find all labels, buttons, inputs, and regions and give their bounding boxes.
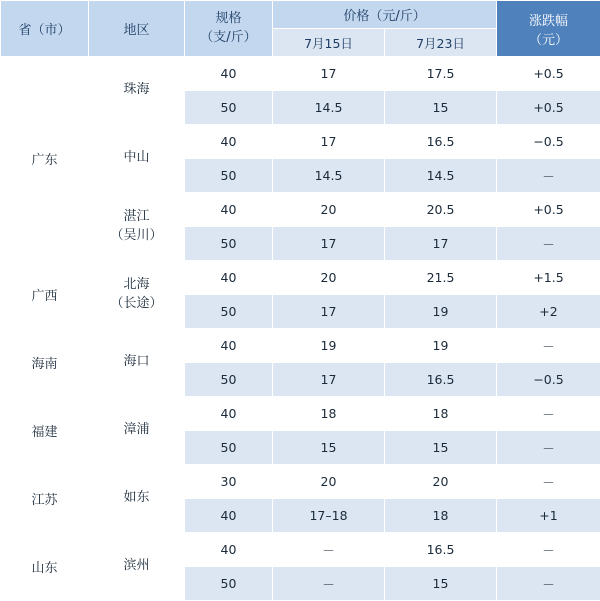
cell-price2: 18 <box>385 397 497 431</box>
cell-area-line1: 湛江 <box>89 208 184 227</box>
cell-price2: 17.5 <box>385 57 497 91</box>
header-change <box>497 1 600 57</box>
cell-price2: 14.5 <box>385 159 497 193</box>
cell-price2: 15 <box>385 567 497 601</box>
cell-change: － <box>497 397 600 431</box>
cell-change: － <box>497 567 600 601</box>
cell-area <box>89 57 185 125</box>
cell-spec: 40 <box>185 193 273 227</box>
cell-spec: 40 <box>185 57 273 91</box>
cell-price1: 17 <box>273 227 385 261</box>
cell-spec: 50 <box>185 91 273 125</box>
cell-change: +0.5 <box>497 91 600 125</box>
cell-area <box>89 533 185 601</box>
cell-change: +2 <box>497 295 600 329</box>
header-spec-line2: （支/斤） <box>185 29 272 48</box>
table-row <box>1 261 600 295</box>
cell-spec: 40 <box>185 261 273 295</box>
cell-price1: 17 <box>273 57 385 91</box>
cell-change: － <box>497 329 600 363</box>
cell-spec: 40 <box>185 533 273 567</box>
cell-change: － <box>497 227 600 261</box>
cell-spec: 40 <box>185 397 273 431</box>
cell-price1: 18 <box>273 397 385 431</box>
cell-price1: 17–18 <box>273 499 385 533</box>
header-change-line2: （元） <box>497 29 600 48</box>
header-spec-line1: 规格 <box>185 10 272 29</box>
cell-price2: 16.5 <box>385 125 497 159</box>
cell-area <box>89 261 185 329</box>
header-province: 省（市） <box>1 1 89 57</box>
cell-price1: 17 <box>273 125 385 159</box>
cell-price1: 14.5 <box>273 159 385 193</box>
cell-price2: 19 <box>385 295 497 329</box>
cell-price2: 17 <box>385 227 497 261</box>
cell-price1: 20 <box>273 261 385 295</box>
header-price-date2: 7月23日 <box>385 29 497 57</box>
cell-spec: 50 <box>185 227 273 261</box>
table-row <box>1 465 600 499</box>
cell-area <box>89 193 185 261</box>
cell-area <box>89 465 185 533</box>
cell-change: － <box>497 159 600 193</box>
cell-province: 广西 <box>1 261 89 329</box>
cell-change: +1 <box>497 499 600 533</box>
cell-price1: 20 <box>273 465 385 499</box>
cell-price1: － <box>273 533 385 567</box>
table-row <box>1 125 600 159</box>
cell-province: 江苏 <box>1 465 89 533</box>
table-header <box>1 1 600 57</box>
cell-spec: 50 <box>185 159 273 193</box>
cell-price1: － <box>273 567 385 601</box>
table-row <box>1 533 600 567</box>
header-price-date1: 7月15日 <box>273 29 385 57</box>
header-spec <box>185 1 273 57</box>
cell-spec: 50 <box>185 363 273 397</box>
cell-area-line2: （长途） <box>89 295 184 314</box>
cell-change: −0.5 <box>497 363 600 397</box>
cell-price2: 16.5 <box>385 533 497 567</box>
cell-price1: 14.5 <box>273 91 385 125</box>
cell-change: +0.5 <box>497 193 600 227</box>
cell-price2: 20.5 <box>385 193 497 227</box>
table-body <box>1 57 600 601</box>
cell-change: － <box>497 533 600 567</box>
table-row <box>1 329 600 363</box>
cell-change: +1.5 <box>497 261 600 295</box>
cell-price1: 17 <box>273 363 385 397</box>
cell-price2: 15 <box>385 431 497 465</box>
cell-area-line1: 北海 <box>89 276 184 295</box>
cell-spec: 50 <box>185 567 273 601</box>
table-row <box>1 193 600 227</box>
cell-price2: 16.5 <box>385 363 497 397</box>
cell-price1: 20 <box>273 193 385 227</box>
cell-spec: 50 <box>185 431 273 465</box>
cell-spec: 40 <box>185 329 273 363</box>
cell-price2: 20 <box>385 465 497 499</box>
cell-province: 山东 <box>1 533 89 601</box>
cell-price1: 15 <box>273 431 385 465</box>
cell-price2: 15 <box>385 91 497 125</box>
table-row <box>1 397 600 431</box>
cell-area-line1: 如东 <box>89 489 184 508</box>
cell-change: +0.5 <box>497 57 600 91</box>
cell-spec: 30 <box>185 465 273 499</box>
header-area: 地区 <box>89 1 185 57</box>
cell-area-line1: 珠海 <box>89 81 184 100</box>
cell-area-line1: 海口 <box>89 353 184 372</box>
cell-province: 广东 <box>1 57 89 261</box>
cell-spec: 40 <box>185 499 273 533</box>
header-price-group: 价格（元/斤） <box>273 1 497 29</box>
cell-area-line1: 滨州 <box>89 557 184 576</box>
table-row <box>1 57 600 91</box>
cell-price1: 19 <box>273 329 385 363</box>
cell-province: 福建 <box>1 397 89 465</box>
header-change-line1: 涨跌幅 <box>497 10 600 29</box>
cell-area-line1: 漳浦 <box>89 421 184 440</box>
cell-area-line2: （吴川） <box>89 227 184 246</box>
cell-change: −0.5 <box>497 125 600 159</box>
cell-change: － <box>497 465 600 499</box>
cell-spec: 40 <box>185 125 273 159</box>
cell-spec: 50 <box>185 295 273 329</box>
cell-area <box>89 397 185 465</box>
cell-area <box>89 125 185 193</box>
cell-price2: 21.5 <box>385 261 497 295</box>
cell-province: 海南 <box>1 329 89 397</box>
cell-area <box>89 329 185 397</box>
cell-price1: 17 <box>273 295 385 329</box>
cell-change: － <box>497 431 600 465</box>
cell-area-line1: 中山 <box>89 149 184 168</box>
cell-price2: 18 <box>385 499 497 533</box>
cell-price2: 19 <box>385 329 497 363</box>
